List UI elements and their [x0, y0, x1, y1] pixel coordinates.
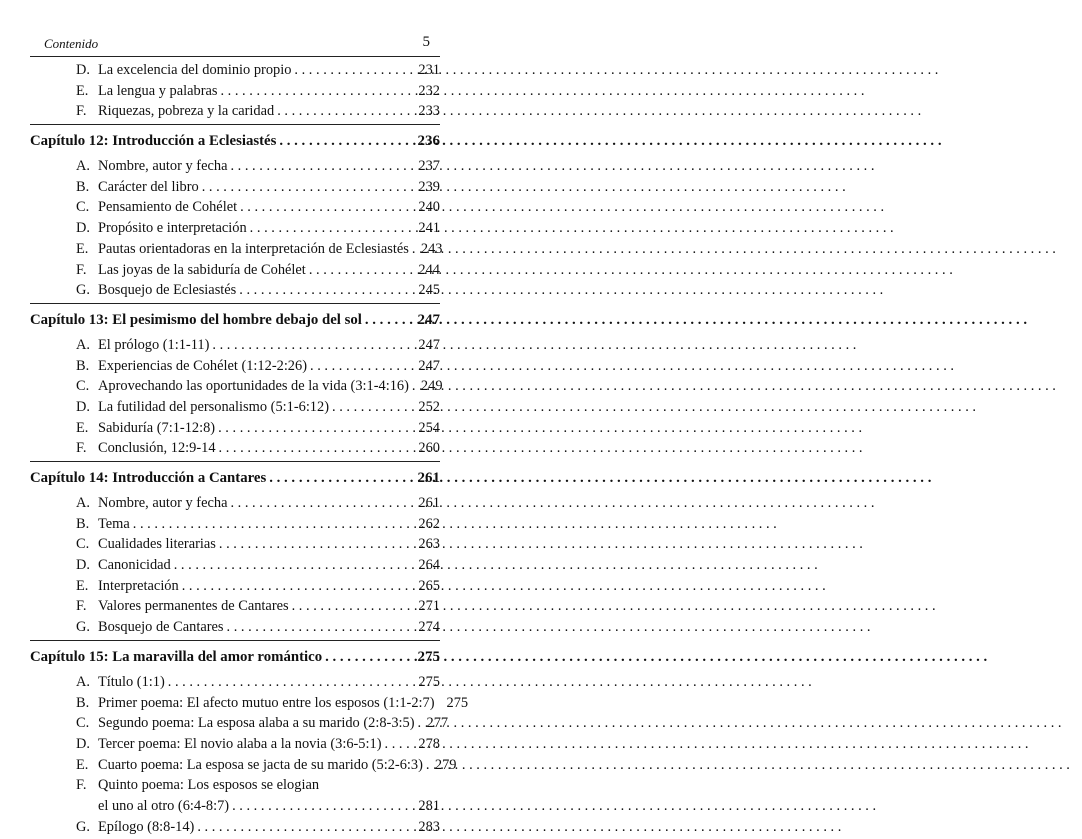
- toc-entry-letter: E.: [76, 82, 89, 99]
- toc-entry-letter: F.: [76, 103, 87, 120]
- toc-chapter-row: [30, 641, 440, 674]
- toc-entry-row: [30, 557, 440, 578]
- toc-entry-title: Cualidades literarias: [98, 536, 216, 553]
- toc-entry-letter: C.: [76, 715, 90, 732]
- toc-entry-row: [30, 495, 440, 516]
- toc-entry-title: Tema: [98, 515, 130, 532]
- leader-dots: [229, 798, 418, 815]
- toc-entry-letter: G.: [76, 818, 90, 835]
- leader-dots: [329, 399, 418, 416]
- toc-entry-title: Título (1:1): [98, 673, 165, 690]
- toc-chapter-title: Capítulo 12: Introducción a Eclesiastés: [30, 133, 277, 150]
- toc-entry-row: [30, 103, 440, 124]
- toc-page-number: 261: [417, 470, 440, 486]
- page-number: 5: [422, 34, 430, 50]
- leader-dots: [236, 282, 418, 299]
- toc-entry-title: Tercer poema: El novio alaba a la novia (3:6-5:1): [98, 735, 382, 752]
- toc-entry-row: [30, 378, 443, 399]
- toc-entry-row: [30, 420, 440, 441]
- toc-entry-letter: B.: [76, 357, 90, 374]
- toc-entry-row: [30, 777, 440, 798]
- toc-page-number: 263: [418, 536, 440, 553]
- toc-entry-title: Primer poema: El afecto mutuo entre los esposos (1:1-2:7): [98, 694, 435, 711]
- toc-entry-row: [30, 736, 440, 757]
- toc-page-number: 271: [418, 598, 440, 615]
- toc-entry-letter: F.: [76, 261, 87, 278]
- toc-entry-title: Cuarto poema: La esposa se jacta de su marido (5:2-6:3): [98, 756, 423, 773]
- leader-dots: [237, 199, 418, 216]
- leader-dots: [266, 470, 417, 487]
- leader-dots: [171, 557, 419, 574]
- leader-dots: [216, 536, 419, 553]
- toc-page-number: 261: [418, 495, 440, 511]
- leader-dots: [215, 420, 418, 437]
- toc-entry-title: Bosquejo de Cantares: [98, 619, 224, 636]
- toc-entry-title: La lengua y palabras: [98, 82, 218, 99]
- toc-entry-title: Las joyas de la sabiduría de Cohélet: [98, 261, 306, 278]
- leader-dots: [216, 440, 419, 457]
- toc-entry-title: Segundo poema: La esposa alaba a su marido (2:8-3:5): [98, 715, 415, 732]
- leader-dots: [409, 241, 421, 258]
- leader-dots: [217, 83, 418, 100]
- toc-entry-letter: D.: [76, 557, 90, 574]
- toc-entry-row: [30, 62, 440, 83]
- toc-page-number: 231: [418, 62, 440, 78]
- leader-dots: [179, 578, 419, 595]
- toc-page-number: 275: [446, 694, 469, 711]
- toc-entry-title: Pautas orientadoras en la interpretación de Eclesiastés: [98, 240, 409, 257]
- leader-dots: [224, 619, 419, 636]
- toc-page-number: 244: [418, 261, 440, 278]
- toc-entry-letter: C.: [76, 199, 90, 216]
- toc-entry-letter: F.: [76, 440, 87, 457]
- toc-entry-title: La futilidad del personalismo (5:1-6:12): [98, 398, 329, 415]
- toc-entry-letter: D.: [76, 398, 90, 415]
- toc-entry-letter: F.: [76, 777, 87, 794]
- leader-dots: [307, 358, 418, 375]
- toc-entry-letter: F.: [76, 598, 87, 615]
- toc-page-number: 281: [418, 797, 440, 814]
- toc-page-number: 279: [434, 756, 457, 773]
- toc-page-number: 274: [418, 619, 440, 636]
- leader-dots: [382, 736, 419, 753]
- toc-entry-letter: E.: [76, 577, 89, 594]
- toc-entry-letter: E.: [76, 240, 89, 257]
- toc-page-number: 241: [418, 220, 440, 237]
- book-page: [0, 0, 470, 835]
- toc-entry-row: [30, 83, 440, 104]
- leader-dots: [247, 220, 419, 237]
- toc-entry-title: Carácter del libro: [98, 178, 199, 195]
- leader-dots: [227, 158, 418, 175]
- toc-page-number: 239: [418, 178, 440, 195]
- leader-dots: [362, 312, 418, 329]
- toc-page-number: 249: [420, 378, 443, 395]
- table-of-contents: [30, 62, 469, 839]
- leader-dots: [227, 495, 418, 512]
- toc-page-number: 233: [418, 103, 440, 120]
- toc-page-number: 245: [418, 282, 440, 299]
- toc-entry-title: El prólogo (1:1-11): [98, 336, 210, 353]
- toc-page-number: 275: [418, 673, 440, 690]
- toc-entry-title: Epílogo (8:8-14): [98, 818, 195, 835]
- toc-entry-title: el uno al otro (6:4-8:7): [98, 797, 230, 814]
- toc-chapter-title: Capítulo 14: Introducción a Cantares: [30, 470, 267, 486]
- toc-entry-letter: B.: [76, 178, 90, 195]
- toc-entry-title: Propósito e interpretación: [98, 220, 247, 237]
- toc-page-number: 254: [418, 419, 440, 436]
- toc-entry-letter: D.: [76, 62, 90, 78]
- toc-page-number: 283: [418, 818, 440, 835]
- toc-entry-title: Valores permanentes de Cantares: [98, 598, 289, 615]
- toc-chapter-row: [30, 462, 440, 495]
- toc-entry-title: Canonicidad: [98, 557, 171, 574]
- toc-entry-row: [30, 262, 440, 283]
- leader-dots: [199, 179, 419, 196]
- toc-page-number: 260: [418, 440, 440, 457]
- toc-entry-letter: E.: [76, 419, 89, 436]
- leader-dots: [322, 649, 417, 666]
- toc-page-number: 252: [418, 398, 440, 415]
- toc-entry-row: [30, 240, 443, 262]
- leader-dots: [165, 674, 419, 691]
- toc-entry-title: Nombre, autor y fecha: [98, 495, 228, 511]
- leader-dots: [409, 378, 421, 395]
- toc-entry-title: Sabiduría (7:1-12:8): [98, 419, 216, 436]
- toc-entry-title: Interpretación: [98, 577, 179, 594]
- toc-entry-title: Experiencias de Cohélet (1:12-2:26): [98, 357, 307, 374]
- toc-chapter-title: Capítulo 13: El pesimismo del hombre debajo del sol: [30, 311, 362, 328]
- header-rule: [30, 56, 440, 57]
- toc-entry-row: [30, 440, 440, 461]
- toc-entry-title: Quinto poema: Los esposos se elogian: [98, 777, 320, 794]
- leader-dots: [306, 262, 419, 279]
- toc-entry-title: Nombre, autor y fecha: [98, 158, 228, 175]
- toc-entry-row: [30, 536, 440, 557]
- toc-entry-row: [30, 578, 440, 599]
- toc-entry-title: La excelencia del dominio propio: [98, 62, 292, 78]
- toc-entry-letter: A.: [76, 336, 90, 353]
- toc-chapter-title: Capítulo 15: La maravilla del amor romántico: [30, 648, 323, 665]
- toc-entry-row: [30, 819, 440, 839]
- toc-entry-title: Bosquejo de Eclesiastés: [98, 282, 237, 299]
- toc-entry-row: [30, 715, 449, 736]
- toc-entry-letter: G.: [76, 282, 90, 299]
- toc-entry-letter: B.: [76, 515, 90, 532]
- toc-entry-row: [30, 756, 457, 778]
- toc-page-number: 247: [418, 357, 440, 374]
- leader-dots: [415, 715, 427, 732]
- toc-chapter-row: [30, 304, 440, 337]
- toc-entry-letter: C.: [76, 378, 90, 395]
- toc-chapter-row: [30, 125, 440, 158]
- leader-dots: [289, 598, 419, 615]
- toc-entry-letter: A.: [76, 495, 90, 511]
- toc-page-number: 247: [418, 336, 440, 353]
- leader-dots: [276, 133, 417, 150]
- leader-dots: [130, 516, 419, 533]
- toc-entry-row: [30, 179, 440, 200]
- toc-page-number: 247: [417, 311, 440, 328]
- toc-entry-row: [30, 358, 440, 379]
- toc-entry-row: [30, 158, 440, 179]
- toc-entry-row: [30, 598, 440, 619]
- toc-page-number: 277: [426, 715, 449, 732]
- toc-entry-title: Pensamiento de Cohélet: [98, 199, 238, 216]
- toc-page-number: 278: [418, 735, 440, 752]
- toc-entry-row: [30, 199, 440, 220]
- toc-entry-letter: E.: [76, 756, 89, 773]
- leader-dots: [423, 757, 435, 774]
- toc-entry-row: [30, 337, 440, 358]
- toc-page-number: 264: [418, 557, 440, 574]
- toc-entry-letter: D.: [76, 735, 90, 752]
- leader-dots: [274, 103, 418, 120]
- toc-entry-row: [30, 619, 440, 640]
- toc-entry-row: [30, 798, 440, 819]
- toc-entry-row: [30, 674, 440, 695]
- toc-entry-letter: D.: [76, 220, 90, 237]
- toc-entry-letter: B.: [76, 694, 90, 711]
- toc-entry-title: Conclusión, 12:9-14: [98, 440, 216, 457]
- toc-entry-row: [30, 282, 440, 303]
- toc-entry-row: [30, 220, 440, 241]
- toc-entry-title: Riquezas, pobreza y la caridad: [98, 103, 275, 120]
- toc-entry-row: [30, 516, 440, 537]
- leader-dots: [194, 819, 418, 836]
- toc-entry-title: Aprovechando las oportunidades de la vida (3:1-4:16): [98, 378, 409, 395]
- toc-page-number: 240: [418, 199, 440, 216]
- toc-page-number: 232: [418, 82, 440, 99]
- toc-entry-letter: G.: [76, 619, 90, 636]
- leader-dots: [209, 337, 418, 354]
- toc-page-number: 275: [417, 648, 440, 665]
- toc-page-number: 236: [417, 133, 440, 150]
- toc-page-number: 262: [418, 515, 440, 532]
- toc-entry-letter: A.: [76, 673, 90, 690]
- toc-entry-row: [30, 694, 469, 716]
- toc-page-number: 243: [420, 240, 443, 257]
- running-head: Contenido: [44, 36, 99, 51]
- toc-entry-letter: A.: [76, 158, 90, 175]
- toc-entry-row: [30, 399, 440, 420]
- leader-dots: [291, 62, 418, 79]
- toc-entry-letter: C.: [76, 536, 90, 553]
- toc-page-number: 265: [418, 577, 440, 594]
- toc-page-number: 237: [418, 158, 440, 175]
